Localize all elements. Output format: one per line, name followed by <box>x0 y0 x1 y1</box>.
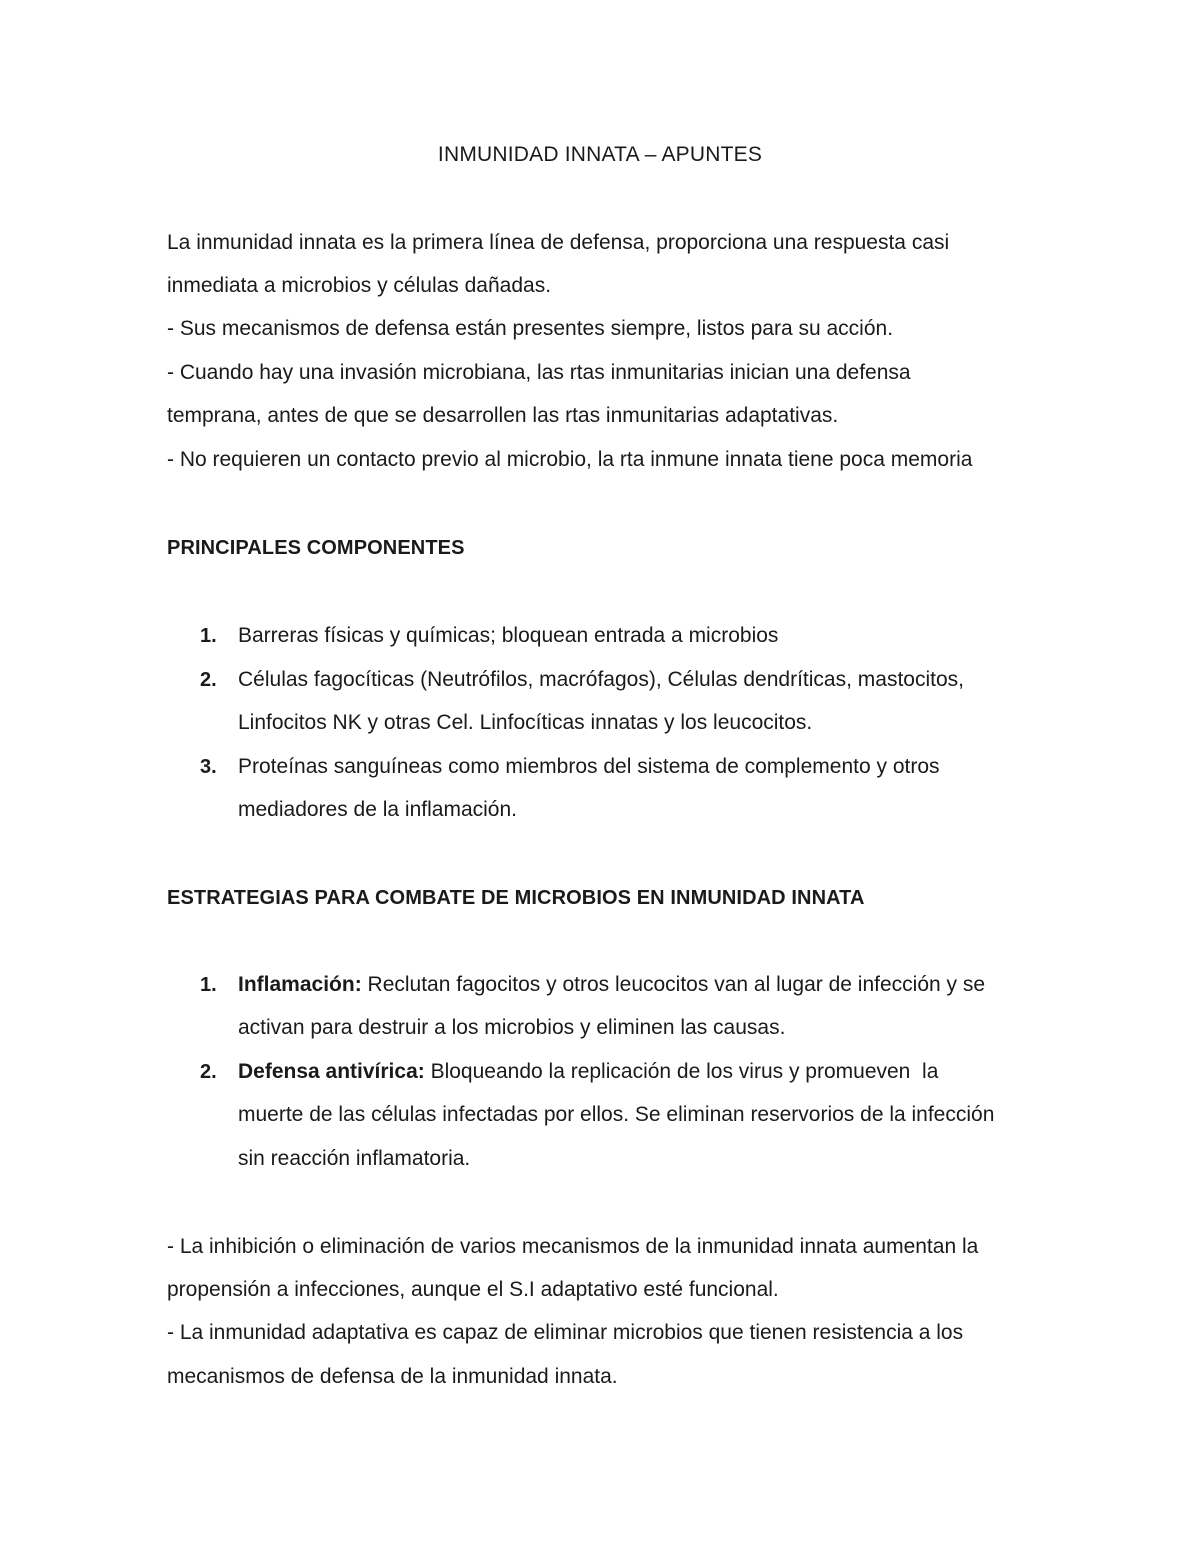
list-item-text: activan para destruir a los microbios y eliminen las causas. <box>238 1016 786 1039</box>
list-item-number: 1. <box>200 625 217 647</box>
closing-line: - La inmunidad adaptativa es capaz de eliminar microbios que tienen resistencia a los <box>167 1321 964 1344</box>
intro-line: inmediata a microbios y células dañadas. <box>167 274 552 297</box>
list-item-text <box>238 1057 938 1087</box>
closing-line: propensión a infecciones, aunque el S.I adaptativo esté funcional. <box>167 1278 779 1301</box>
list-item-term: Inflamación: <box>238 973 362 996</box>
list-item-text: muerte de las células infectadas por ellos. Se eliminan reservorios de la infección <box>238 1103 995 1126</box>
list-item-text: Proteínas sanguíneas como miembros del sistema de complemento y otros <box>238 755 940 778</box>
section-heading-strategies: ESTRATEGIAS PARA COMBATE DE MICROBIOS EN INMUNIDAD INNATA <box>167 887 865 909</box>
intro-line: - Sus mecanismos de defensa están presentes siempre, listos para su acción. <box>167 317 894 340</box>
section-heading-components: PRINCIPALES COMPONENTES <box>167 537 465 559</box>
list-item-term: Defensa antivírica: <box>238 1060 425 1083</box>
intro-line: temprana, antes de que se desarrollen las rtas inmunitarias adaptativas. <box>167 404 839 427</box>
list-item-text <box>238 970 985 1000</box>
list-item-text: mediadores de la inflamación. <box>238 798 517 821</box>
list-item-number: 2. <box>200 669 217 691</box>
list-item-text: Células fagocíticas (Neutrófilos, macrófagos), Células dendríticas, mastocitos, <box>238 668 964 691</box>
list-item-number: 3. <box>200 756 217 778</box>
closing-line: - La inhibición o eliminación de varios mecanismos de la inmunidad innata aumentan la <box>167 1235 979 1258</box>
list-item-description: Bloqueando la replicación de los virus y promueven la <box>424 1060 939 1083</box>
intro-line: - Cuando hay una invasión microbiana, las rtas inmunitarias inician una defensa <box>167 361 911 384</box>
intro-line: - No requieren un contacto previo al microbio, la rta inmune innata tiene poca memoria <box>167 448 973 471</box>
page-title: INMUNIDAD INNATA – APUNTES <box>437 143 763 166</box>
closing-line: mecanismos de defensa de la inmunidad innata. <box>167 1365 618 1388</box>
list-item-text: sin reacción inflamatoria. <box>238 1147 471 1170</box>
list-item-description: Reclutan fagocitos y otros leucocitos van al lugar de infección y se <box>361 973 986 996</box>
intro-line: La inmunidad innata es la primera línea de defensa, proporciona una respuesta casi <box>167 231 950 254</box>
list-item-number: 2. <box>200 1061 217 1083</box>
list-item-text: Linfocitos NK y otras Cel. Linfocíticas innatas y los leucocitos. <box>238 711 813 734</box>
list-item-text: Barreras físicas y químicas; bloquean entrada a microbios <box>238 624 779 647</box>
list-item-number: 1. <box>200 974 217 996</box>
